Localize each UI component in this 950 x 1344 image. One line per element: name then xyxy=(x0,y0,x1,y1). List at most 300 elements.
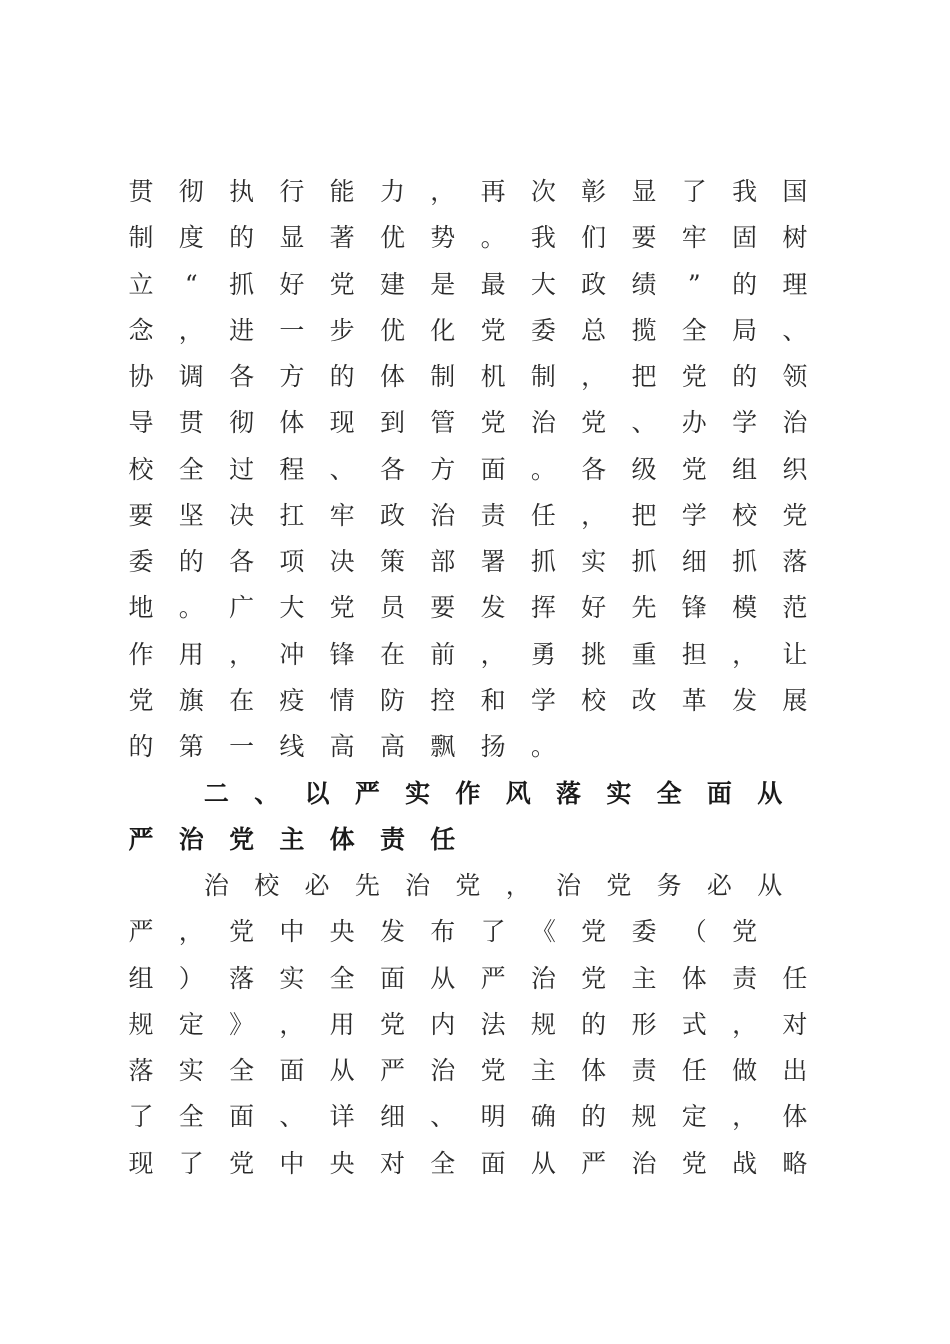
text-char: 中 xyxy=(279,1148,305,1178)
text-char: 确 xyxy=(530,1102,556,1132)
text-char: 治 xyxy=(430,1056,456,1086)
text-char: 总 xyxy=(581,315,607,345)
text-char: 。 xyxy=(178,593,204,623)
text-char: 协 xyxy=(128,362,154,392)
text-char: 念 xyxy=(128,315,154,345)
paragraph-line xyxy=(0,727,950,767)
text-char: 党 xyxy=(681,454,707,484)
text-char: 化 xyxy=(430,315,456,345)
text-char: 对 xyxy=(379,1148,405,1178)
text-char: 前 xyxy=(430,639,456,669)
text-char: 过 xyxy=(229,454,255,484)
text-char: ” xyxy=(687,269,701,299)
text-char: 党 xyxy=(581,963,607,993)
text-char: 进 xyxy=(229,315,255,345)
text-char: 委 xyxy=(530,315,556,345)
text-char: ） xyxy=(178,963,204,993)
text-char: 立 xyxy=(128,269,154,299)
paragraph-line xyxy=(0,357,950,397)
text-char: 项 xyxy=(279,547,305,577)
text-char: ， xyxy=(732,639,758,669)
text-char: ， xyxy=(279,1009,305,1039)
text-char: ， xyxy=(581,500,607,530)
text-char: 二 xyxy=(203,778,229,808)
text-char: 责 xyxy=(631,1056,657,1086)
text-char: 党 xyxy=(581,917,607,947)
text-char: 。 xyxy=(530,454,556,484)
text-char: 优 xyxy=(379,315,405,345)
text-char: 全 xyxy=(178,454,204,484)
text-char: 全 xyxy=(430,1148,456,1178)
text-char: 著 xyxy=(329,223,355,253)
text-char: 大 xyxy=(279,593,305,623)
text-char: 牢 xyxy=(681,223,707,253)
text-char: 最 xyxy=(480,269,506,299)
text-char: 党 xyxy=(229,824,255,854)
text-char: 的 xyxy=(229,223,255,253)
text-char: 党 xyxy=(480,315,506,345)
text-char: 实 xyxy=(279,963,305,993)
text-char: 实 xyxy=(606,778,632,808)
text-char: 校 xyxy=(254,871,280,901)
text-char: 员 xyxy=(379,593,405,623)
text-char: 细 xyxy=(379,1102,405,1132)
text-char: 冲 xyxy=(279,639,305,669)
text-char: 制 xyxy=(430,362,456,392)
text-char: 央 xyxy=(329,917,355,947)
text-char: 我 xyxy=(732,177,758,206)
text-char: 导 xyxy=(128,408,154,438)
text-char: 了 xyxy=(128,1102,154,1132)
text-char: 高 xyxy=(379,732,405,762)
text-char: 发 xyxy=(732,685,758,715)
text-char: 范 xyxy=(782,593,808,623)
text-char: 体 xyxy=(581,1056,607,1086)
text-char: 。 xyxy=(530,732,556,762)
paragraph-line xyxy=(0,403,950,443)
text-char: 高 xyxy=(329,732,355,762)
text-char: 校 xyxy=(128,454,154,484)
text-char: 理 xyxy=(782,269,808,299)
text-char: 必 xyxy=(304,871,330,901)
text-char: 先 xyxy=(354,871,380,901)
text-char: 治 xyxy=(631,1148,657,1178)
text-char: 让 xyxy=(782,639,808,669)
text-char: 明 xyxy=(480,1102,506,1132)
text-char: 们 xyxy=(581,223,607,253)
paragraph-line xyxy=(0,866,950,906)
text-char: 委 xyxy=(128,547,154,577)
text-char: 建 xyxy=(379,269,405,299)
text-char: 详 xyxy=(329,1102,355,1132)
text-char: 体 xyxy=(681,963,707,993)
text-char: 线 xyxy=(279,732,305,762)
text-char: 责 xyxy=(480,500,506,530)
text-char: 全 xyxy=(656,778,682,808)
text-char: 改 xyxy=(631,685,657,715)
text-char: 落 xyxy=(782,547,808,577)
text-char: 一 xyxy=(279,315,305,345)
text-char: 体 xyxy=(782,1102,808,1132)
text-char: 治 xyxy=(782,408,808,438)
text-char: 好 xyxy=(279,269,305,299)
text-char: 显 xyxy=(279,223,305,253)
text-char: 主 xyxy=(631,963,657,993)
text-char: 固 xyxy=(732,223,758,253)
text-char: 实 xyxy=(581,547,607,577)
text-char: 旗 xyxy=(178,685,204,715)
text-char: 机 xyxy=(480,362,506,392)
text-char: 体 xyxy=(279,408,305,438)
text-char: 组 xyxy=(128,963,154,993)
text-char: 严 xyxy=(379,1056,405,1086)
text-char: 》 xyxy=(229,1009,255,1039)
text-char: ， xyxy=(581,362,607,392)
text-char: ， xyxy=(430,177,456,206)
text-char: 党 xyxy=(581,408,607,438)
text-char: 党 xyxy=(329,269,355,299)
text-char: 央 xyxy=(329,1148,355,1178)
text-char: 、 xyxy=(254,778,280,808)
text-char: 的 xyxy=(128,732,154,762)
text-char: 锋 xyxy=(681,593,707,623)
text-char: 定 xyxy=(681,1102,707,1132)
text-char: 模 xyxy=(732,593,758,623)
text-char: （ xyxy=(681,917,707,947)
text-char: 、 xyxy=(279,1102,305,1132)
text-char: ， xyxy=(480,639,506,669)
text-char: 抓 xyxy=(732,547,758,577)
text-char: 落 xyxy=(229,963,255,993)
text-char: 落 xyxy=(128,1056,154,1086)
text-char: 体 xyxy=(329,824,355,854)
text-char: 次 xyxy=(530,177,556,206)
text-char: 治 xyxy=(178,824,204,854)
paragraph-line xyxy=(0,265,950,305)
text-char: 任 xyxy=(530,500,556,530)
text-char: 从 xyxy=(430,963,456,993)
text-char: 党 xyxy=(480,408,506,438)
text-char: 治 xyxy=(430,500,456,530)
text-char: 任 xyxy=(782,963,808,993)
paragraph-line xyxy=(0,218,950,258)
text-char: 了 xyxy=(178,1148,204,1178)
text-char: 了 xyxy=(681,177,707,206)
text-char: 党 xyxy=(480,1056,506,1086)
text-char: 勇 xyxy=(530,639,556,669)
text-char: 锋 xyxy=(329,639,355,669)
text-char: 党 xyxy=(782,500,808,530)
text-char: 学 xyxy=(732,408,758,438)
text-char: 局 xyxy=(732,315,758,345)
text-char: 校 xyxy=(732,500,758,530)
text-char: 党 xyxy=(732,917,758,947)
text-char: 体 xyxy=(379,362,405,392)
text-char: 抓 xyxy=(229,269,255,299)
text-char: 责 xyxy=(379,824,405,854)
text-char: 略 xyxy=(782,1148,808,1178)
text-char: 党 xyxy=(128,685,154,715)
text-char: 内 xyxy=(430,1009,456,1039)
text-char: 能 xyxy=(329,177,355,206)
text-char: “ xyxy=(184,269,198,299)
text-char: 治 xyxy=(530,963,556,993)
text-char: 好 xyxy=(581,593,607,623)
paragraph-line xyxy=(0,959,950,999)
text-char: 党 xyxy=(606,871,632,901)
text-char: 主 xyxy=(279,824,305,854)
text-char: 全 xyxy=(681,315,707,345)
text-char: 牢 xyxy=(329,500,355,530)
text-char: ， xyxy=(229,639,255,669)
text-char: 规 xyxy=(128,1009,154,1039)
text-char: 实 xyxy=(405,778,431,808)
text-char: 把 xyxy=(631,362,657,392)
text-char: 党 xyxy=(455,871,481,901)
text-char: 中 xyxy=(279,917,305,947)
text-char: 制 xyxy=(128,223,154,253)
text-char: 政 xyxy=(581,269,607,299)
text-char: 情 xyxy=(329,685,355,715)
text-char: 挑 xyxy=(581,639,607,669)
text-char: 委 xyxy=(631,917,657,947)
text-char: 任 xyxy=(430,824,456,854)
paragraph-line xyxy=(0,496,950,536)
text-char: 布 xyxy=(430,917,456,947)
text-char: 贯 xyxy=(178,408,204,438)
text-char: 大 xyxy=(530,269,556,299)
text-char: 各 xyxy=(379,454,405,484)
text-char: 面 xyxy=(706,778,732,808)
paragraph-line xyxy=(0,311,950,351)
text-char: 方 xyxy=(430,454,456,484)
text-char: 、 xyxy=(430,1102,456,1132)
paragraph-line xyxy=(0,635,950,675)
text-char: 管 xyxy=(430,408,456,438)
text-char: 程 xyxy=(279,454,305,484)
text-char: 制 xyxy=(530,362,556,392)
text-char: 要 xyxy=(128,500,154,530)
text-char: 再 xyxy=(480,177,506,206)
text-char: 严 xyxy=(354,778,380,808)
text-char: 党 xyxy=(329,593,355,623)
paragraph-line xyxy=(0,542,950,582)
text-char: 扬 xyxy=(480,732,506,762)
text-char: 现 xyxy=(128,1148,154,1178)
text-char: 校 xyxy=(581,685,607,715)
text-char: 作 xyxy=(128,639,154,669)
text-char: 学 xyxy=(530,685,556,715)
text-char: 面 xyxy=(480,454,506,484)
text-char: 必 xyxy=(706,871,732,901)
text-char: ， xyxy=(178,315,204,345)
text-char: 全 xyxy=(229,1056,255,1086)
text-char: 政 xyxy=(379,500,405,530)
text-char: ， xyxy=(178,917,204,947)
text-char: ， xyxy=(505,871,531,901)
text-char: 主 xyxy=(530,1056,556,1086)
paragraph-line xyxy=(0,1005,950,1045)
text-char: 风 xyxy=(505,778,531,808)
text-char: 策 xyxy=(379,547,405,577)
paragraph-line xyxy=(0,1051,950,1091)
text-char: 全 xyxy=(329,963,355,993)
text-char: 的 xyxy=(732,362,758,392)
text-char: 形 xyxy=(631,1009,657,1039)
text-char: 从 xyxy=(757,778,783,808)
paragraph-line xyxy=(0,912,950,952)
text-char: 务 xyxy=(656,871,682,901)
text-char: ， xyxy=(732,1102,758,1132)
text-char: 治 xyxy=(530,408,556,438)
text-char: 党 xyxy=(229,1148,255,1178)
text-char: 我 xyxy=(530,223,556,253)
text-char: 各 xyxy=(229,362,255,392)
text-char: 革 xyxy=(681,685,707,715)
text-char: 定 xyxy=(178,1009,204,1039)
text-char: 坚 xyxy=(178,500,204,530)
text-char: 细 xyxy=(681,547,707,577)
text-char: 发 xyxy=(480,593,506,623)
paragraph-line xyxy=(0,588,950,628)
text-char: 度 xyxy=(178,223,204,253)
text-char: 一 xyxy=(229,732,255,762)
text-char: 以 xyxy=(304,778,330,808)
text-char: 各 xyxy=(581,454,607,484)
text-char: 面 xyxy=(279,1056,305,1086)
text-char: 面 xyxy=(229,1102,255,1132)
text-char: 党 xyxy=(681,362,707,392)
text-char: 第 xyxy=(178,732,204,762)
text-char: 严 xyxy=(581,1148,607,1178)
text-char: 发 xyxy=(379,917,405,947)
text-char: 绩 xyxy=(631,269,657,299)
text-char: 行 xyxy=(279,177,305,206)
text-char: 执 xyxy=(229,177,255,206)
text-char: 现 xyxy=(329,408,355,438)
text-char: 在 xyxy=(379,639,405,669)
text-char: 严 xyxy=(128,917,154,947)
text-char: 彻 xyxy=(229,408,255,438)
text-char: 署 xyxy=(480,547,506,577)
text-char: 用 xyxy=(178,639,204,669)
text-char: 规 xyxy=(631,1102,657,1132)
text-char: 党 xyxy=(229,917,255,947)
section-heading-line xyxy=(0,820,950,860)
text-char: 、 xyxy=(329,454,355,484)
text-char: 重 xyxy=(631,639,657,669)
text-char: ， xyxy=(732,1009,758,1039)
text-char: 力 xyxy=(379,177,405,206)
text-char: 要 xyxy=(430,593,456,623)
text-char: 领 xyxy=(782,362,808,392)
text-char: 面 xyxy=(480,1148,506,1178)
text-char: 挥 xyxy=(530,593,556,623)
text-char: 先 xyxy=(631,593,657,623)
text-char: 落 xyxy=(556,778,582,808)
text-char: 织 xyxy=(782,454,808,484)
text-char: 显 xyxy=(631,177,657,206)
text-char: 实 xyxy=(178,1056,204,1086)
paragraph-line xyxy=(0,1144,950,1184)
text-char: 、 xyxy=(782,315,808,345)
paragraph-line xyxy=(0,1097,950,1137)
text-char: 抓 xyxy=(631,547,657,577)
text-char: 要 xyxy=(631,223,657,253)
text-char: 对 xyxy=(782,1009,808,1039)
paragraph-line xyxy=(0,172,950,212)
text-char: 调 xyxy=(178,362,204,392)
text-char: 展 xyxy=(782,685,808,715)
text-char: 严 xyxy=(128,824,154,854)
text-char: 的 xyxy=(732,269,758,299)
text-char: 出 xyxy=(782,1056,808,1086)
text-char: 严 xyxy=(480,963,506,993)
text-char: 担 xyxy=(681,639,707,669)
text-char: 从 xyxy=(757,871,783,901)
paragraph-line xyxy=(0,681,950,721)
text-char: 防 xyxy=(379,685,405,715)
text-char: 把 xyxy=(631,500,657,530)
text-char: 学 xyxy=(681,500,707,530)
text-char: 战 xyxy=(732,1148,758,1178)
text-char: 树 xyxy=(782,223,808,253)
text-char: 国 xyxy=(782,177,808,206)
text-char: 和 xyxy=(480,685,506,715)
text-char: 地 xyxy=(128,593,154,623)
text-char: 决 xyxy=(229,500,255,530)
text-char: 法 xyxy=(480,1009,506,1039)
text-char: 各 xyxy=(229,547,255,577)
text-char: 广 xyxy=(229,593,255,623)
text-char: 党 xyxy=(681,1148,707,1178)
text-char: 作 xyxy=(455,778,481,808)
text-char: 治 xyxy=(405,871,431,901)
text-char: 的 xyxy=(581,1102,607,1132)
text-char: 式 xyxy=(681,1009,707,1039)
text-char: 从 xyxy=(530,1148,556,1178)
text-char: 面 xyxy=(379,963,405,993)
text-char: 揽 xyxy=(631,315,657,345)
text-char: 《 xyxy=(530,917,556,947)
text-char: 优 xyxy=(379,223,405,253)
text-char: 扛 xyxy=(279,500,305,530)
text-char: 级 xyxy=(631,454,657,484)
text-char: 责 xyxy=(732,963,758,993)
text-char: 决 xyxy=(329,547,355,577)
text-char: 的 xyxy=(329,362,355,392)
text-char: 。 xyxy=(480,223,506,253)
text-char: 方 xyxy=(279,362,305,392)
text-char: 疫 xyxy=(279,685,305,715)
text-char: 在 xyxy=(229,685,255,715)
text-char: 抓 xyxy=(530,547,556,577)
text-char: 办 xyxy=(681,408,707,438)
text-char: 的 xyxy=(178,547,204,577)
text-char: 做 xyxy=(732,1056,758,1086)
text-char: 了 xyxy=(480,917,506,947)
text-char: 从 xyxy=(329,1056,355,1086)
text-char: 治 xyxy=(203,871,229,901)
text-char: 部 xyxy=(430,547,456,577)
text-char: 到 xyxy=(379,408,405,438)
text-char: 任 xyxy=(681,1056,707,1086)
text-char: 步 xyxy=(329,315,355,345)
text-char: 贯 xyxy=(128,177,154,206)
text-char: 治 xyxy=(556,871,582,901)
text-char: 是 xyxy=(430,269,456,299)
paragraph-line xyxy=(0,450,950,490)
